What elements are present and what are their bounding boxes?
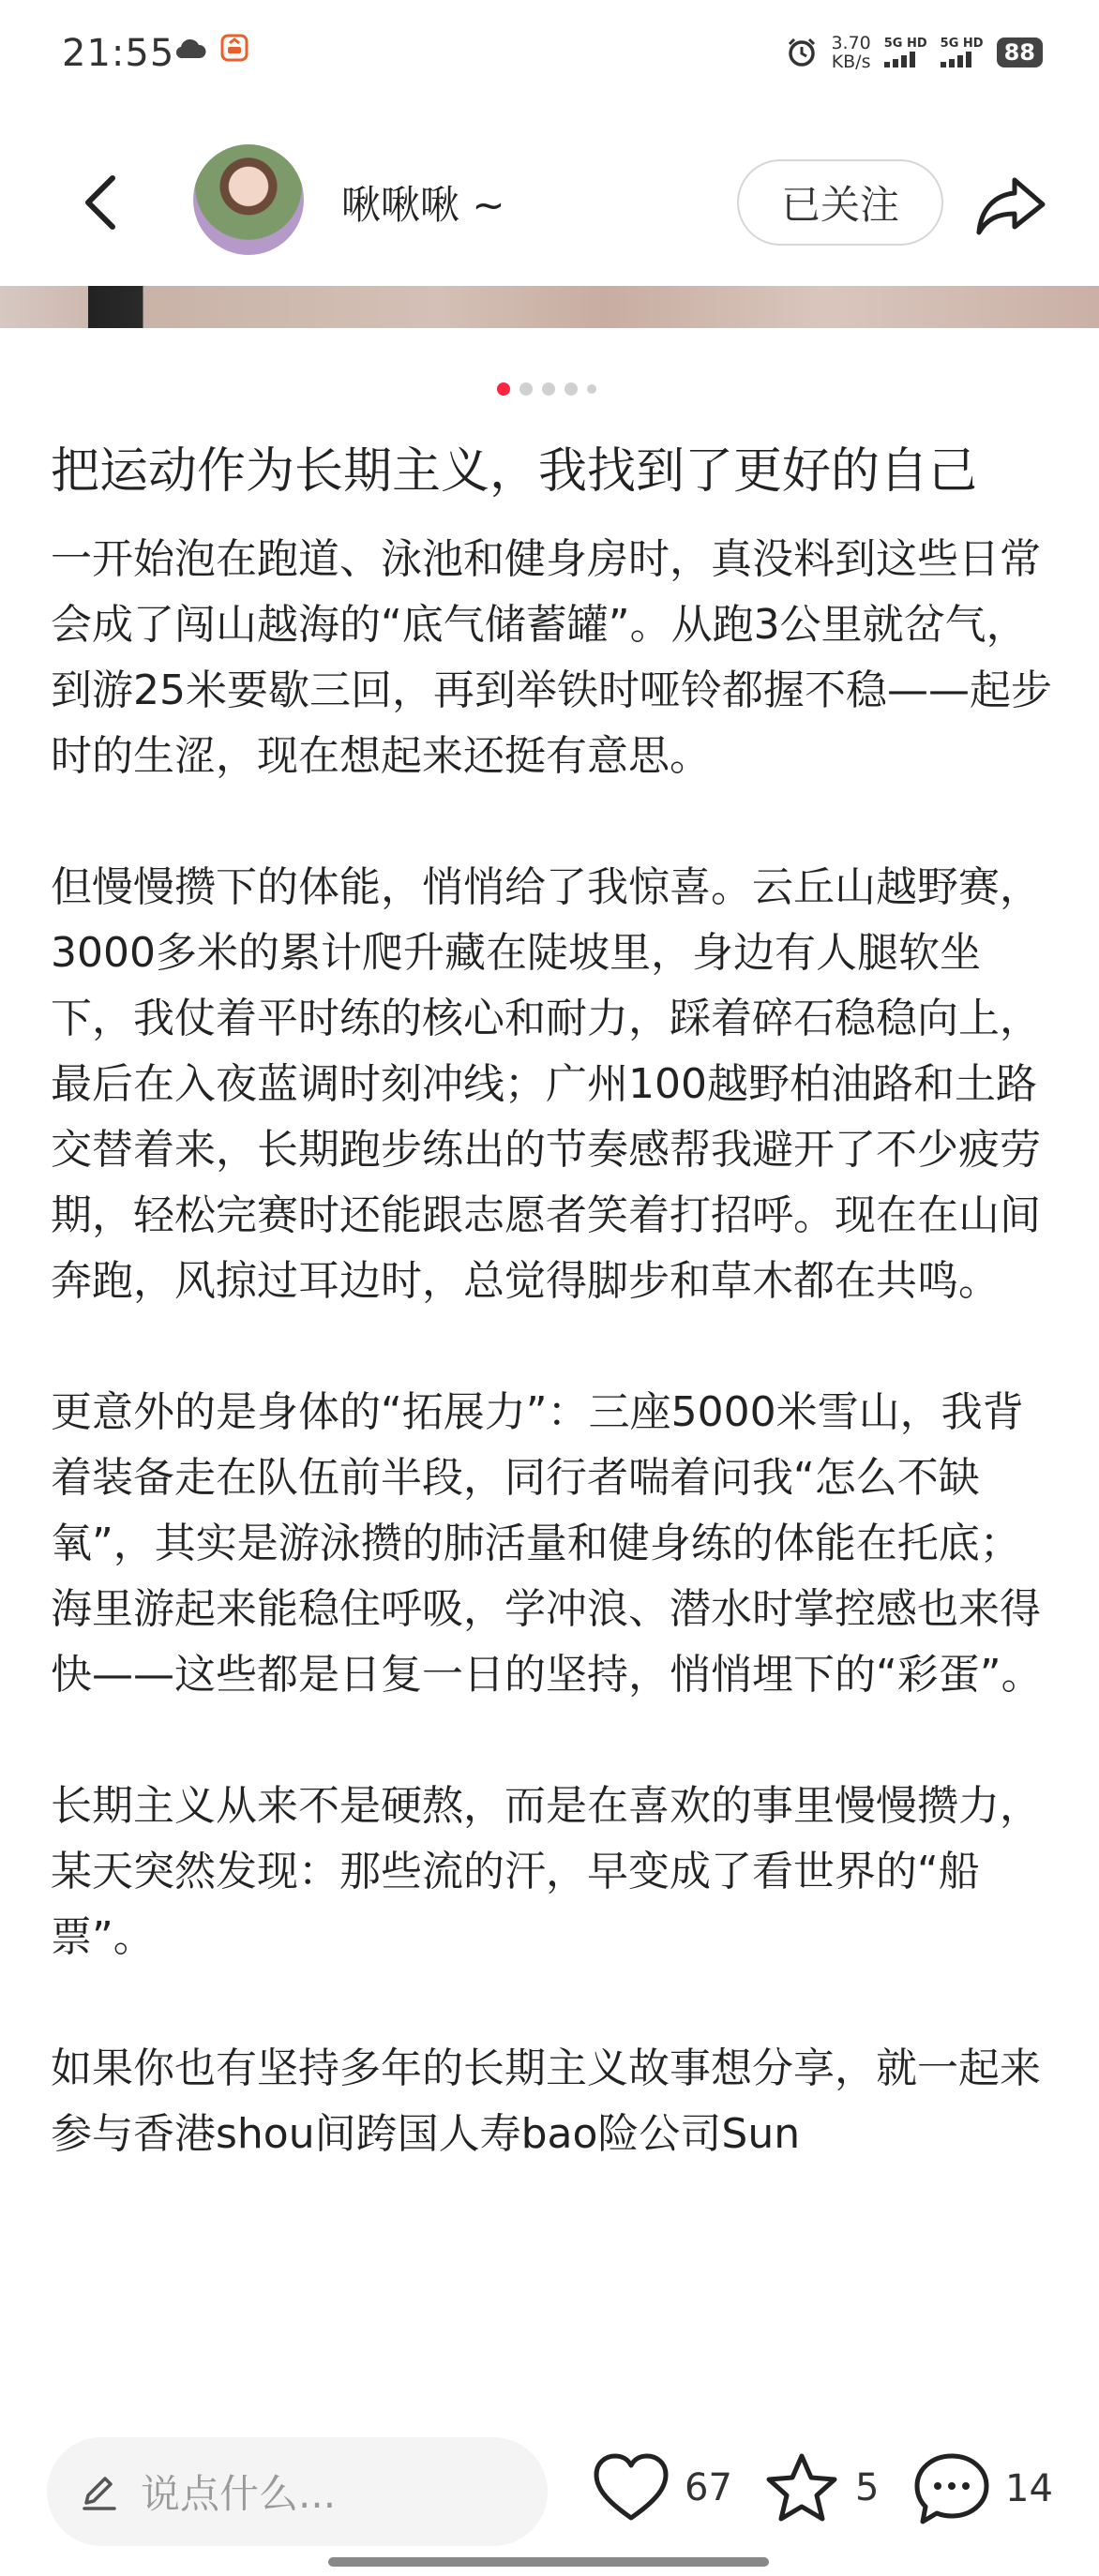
carousel-dot [565, 382, 578, 396]
carousel-dot [519, 382, 533, 396]
heart-icon [591, 2450, 671, 2525]
collect-button[interactable] [761, 2450, 879, 2525]
author-name[interactable]: 啾啾啾 ~ [341, 182, 505, 228]
comment-count: 14 [1005, 2467, 1053, 2510]
carousel-indicator [497, 382, 596, 396]
pencil-icon [79, 2471, 120, 2512]
share-icon [973, 167, 1048, 242]
post-title: 把运动作为长期主义，我找到了更好的自己 [51, 443, 978, 500]
comment-input[interactable] [47, 2437, 548, 2546]
signal-bars-icon [884, 51, 915, 67]
alarm-icon [786, 37, 818, 68]
battery-indicator: 88 [997, 37, 1043, 67]
post-paragraph: 长期主义从来不是硬熬，而是在喜欢的事里慢慢攒力，某天突然发现：那些流的汗，早变成了看世界的“船票”。 [51, 1782, 1041, 1961]
back-button[interactable] [73, 165, 129, 240]
bottom-action-bar [0, 2424, 1099, 2576]
post-paragraph: 一开始泡在跑道、泳池和健身房时，真没料到这些日常会成了闯山越海的“底气储蓄罐”。从跑3公里就岔气，到游25米要歇三回，再到举铁时哑铃都握不稳——起步时的生涩，现在想起来还挺有意思。 [51, 535, 1052, 780]
post-paragraph: 如果你也有坚持多年的长期主义故事想分享，就一起来参与香港shou间跨国人寿bao险公司Sun [51, 2044, 1041, 2158]
signal-sim2: 5G HD [941, 37, 984, 67]
signal-sim1: 5G HD [884, 37, 927, 67]
signal-bars-icon [941, 51, 971, 67]
app-notification-icon [219, 34, 249, 62]
star-icon [761, 2450, 842, 2525]
network-speed: 3.70 KB/s [831, 33, 871, 72]
carousel-dot [587, 384, 596, 394]
share-button[interactable] [973, 167, 1048, 242]
status-right-icons [786, 34, 1043, 71]
post-header [0, 131, 1099, 272]
collect-count: 5 [855, 2466, 880, 2509]
cloud-icon [174, 36, 206, 60]
status-time: 21:55 [62, 32, 175, 75]
post-image-carousel[interactable] [0, 286, 1099, 328]
like-button[interactable] [591, 2450, 732, 2525]
like-count: 67 [685, 2466, 732, 2509]
comment-placeholder: 说点什么... [141, 2471, 337, 2517]
home-indicator[interactable] [328, 2557, 769, 2567]
post-paragraph: 但慢慢攒下的体能，悄悄给了我惊喜。云丘山越野赛，3000多米的累计爬升藏在陡坡里，身边有人腿软坐下，我仗着平时练的核心和耐力，踩着碎石稳稳向上，最后在入夜蓝调时刻冲线；广州100越野柏油路和土路交替着来，长期跑步练出的节奏感帮我避开了不少疲劳期，轻松完赛时还能跟志愿者笑着打招呼。现在在山间奔跑，风掠过耳边时，总觉得脚步和草木都在共鸣。 [51, 863, 1041, 1305]
post-paragraph: 更意外的是身体的“拓展力”：三座5000米雪山，我背着装备走在队伍前半段，同行者喘着问我“怎么不缺氧”，其实是游泳攒的肺活量和健身练的体能在托底；海里游起来能稳住呼吸，学冲浪、潜水时掌控感也来得快——这些都是日复一日的坚持，悄悄埋下的“彩蛋”。 [51, 1388, 1043, 1699]
follow-button[interactable]: 已关注 [737, 159, 943, 246]
status-bar [0, 0, 1099, 112]
chevron-left-icon [73, 165, 129, 240]
avatar[interactable] [193, 144, 304, 255]
carousel-dot [542, 382, 555, 396]
comment-bubble-icon [911, 2450, 992, 2527]
carousel-dot [497, 382, 510, 396]
comment-button[interactable] [911, 2450, 1053, 2527]
post-body [51, 527, 1054, 2167]
status-left-icons [174, 34, 249, 62]
